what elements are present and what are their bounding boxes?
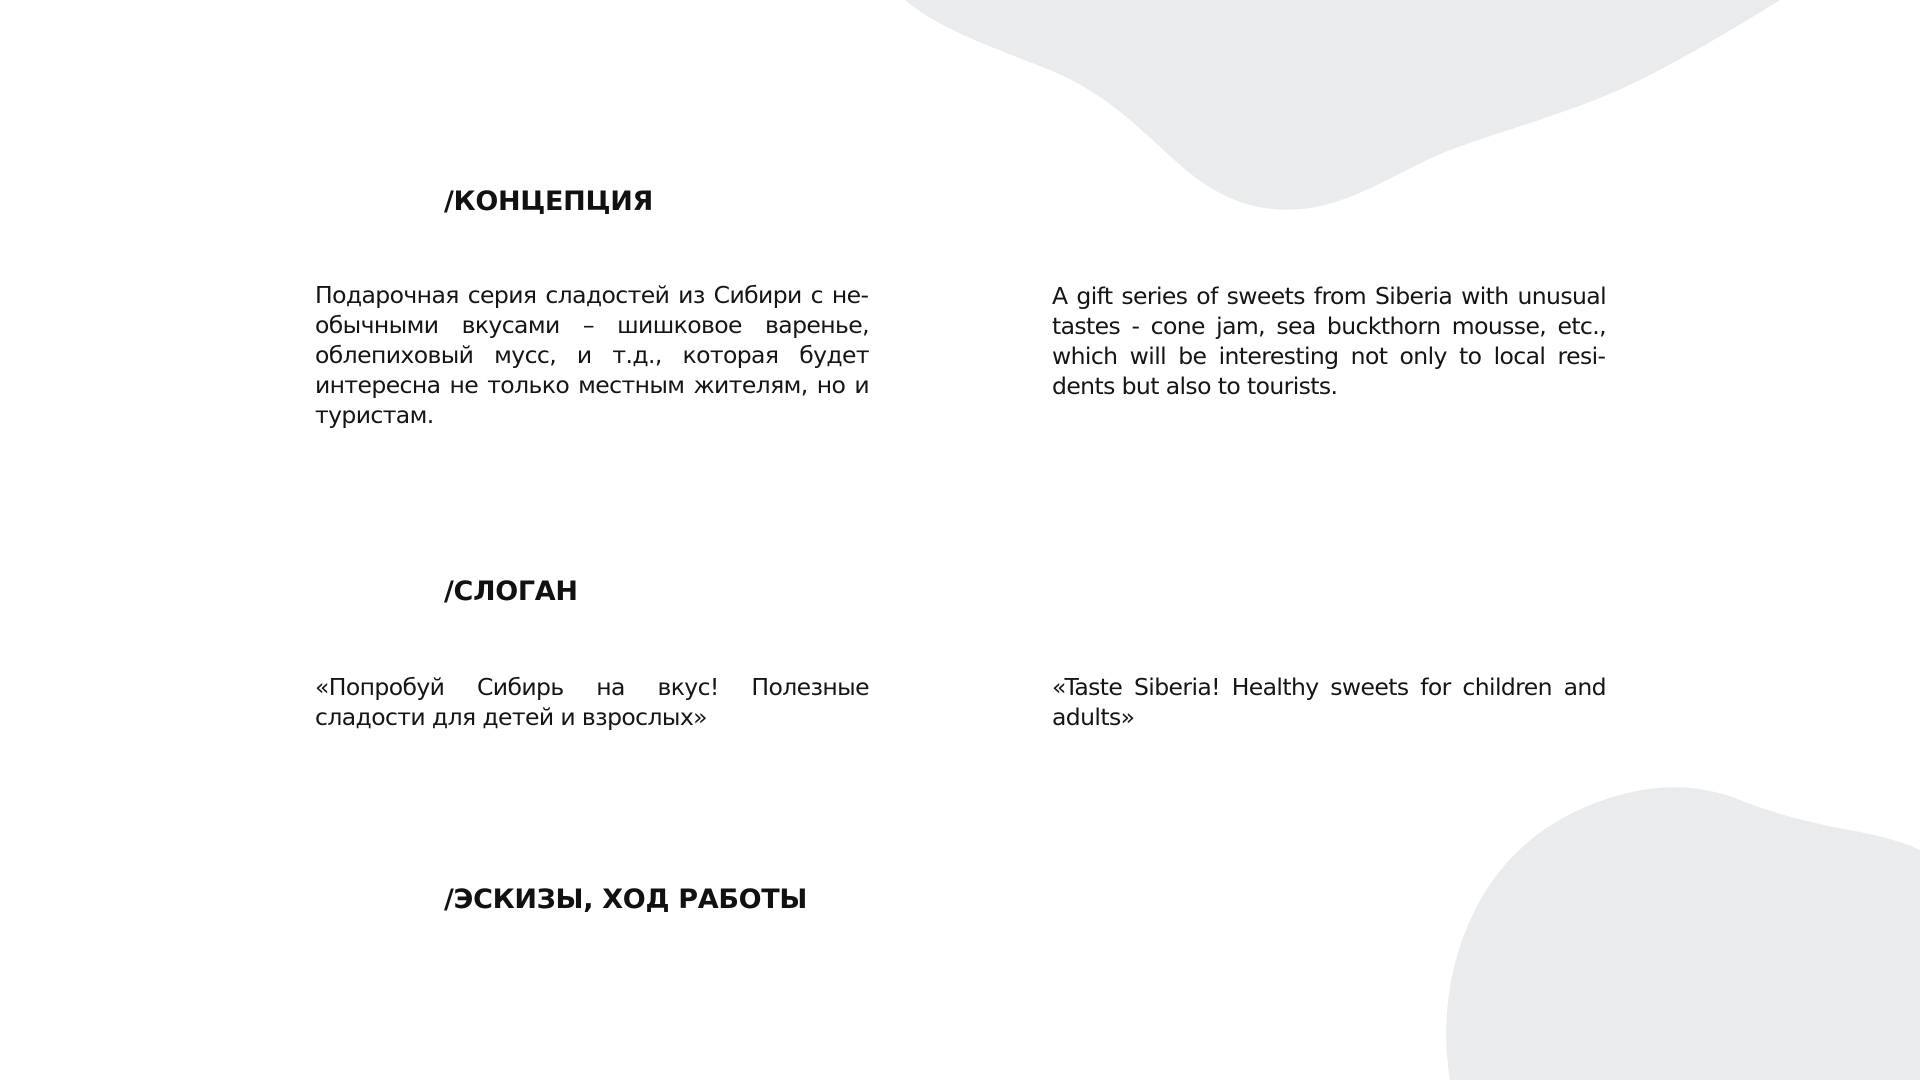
concept-text-en: A gift series of sweets from Siberia with unusual tastes - cone jam, sea buckthorn mousse, etc., which will be interesting not only to local residents but also to tourists. bbox=[1052, 282, 1606, 400]
paper-texture-blob-bottom bbox=[1440, 780, 1920, 1080]
slogan-text-ru: «Попробуй Сибирь на вкус! Полезные сладости для детей и взрослых» bbox=[315, 673, 869, 731]
paper-texture-blob-top bbox=[880, 0, 1780, 220]
sketches-heading: /ЭСКИЗЫ, ХОД РАБОТЫ bbox=[444, 884, 808, 915]
concept-text-ru: Подарочная серия сладостей из Сибири с необычными вкусами – шишковое варенье, облепиховый мусс, и т.д., которая будет интересна не только местным жителям, но и туристам. bbox=[315, 281, 869, 429]
concept-heading: /КОНЦЕПЦИЯ bbox=[444, 186, 654, 217]
slogan-text-en: «Taste Siberia! Healthy sweets for children and adults» bbox=[1052, 673, 1606, 731]
slogan-heading: /СЛОГАН bbox=[444, 576, 578, 607]
